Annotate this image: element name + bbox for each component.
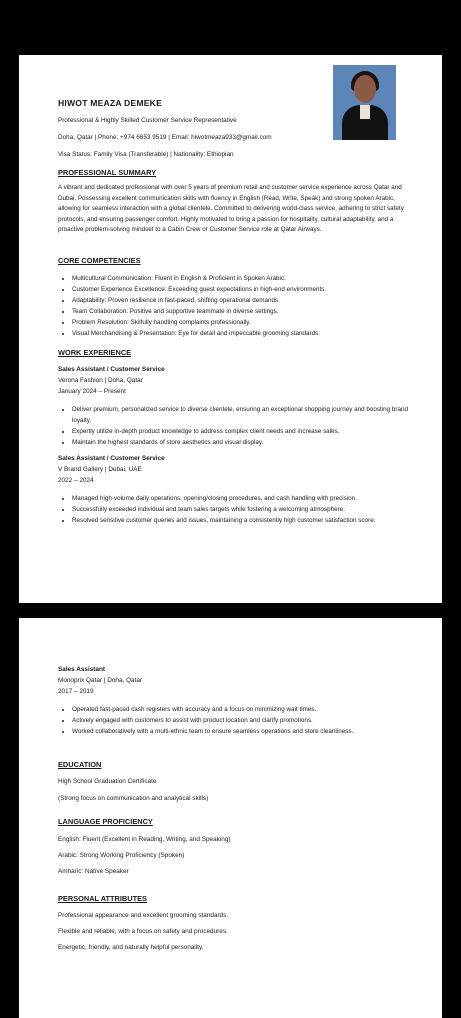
experience-heading: WORK EXPERIENCE [58, 348, 132, 357]
languages-heading: LANGUAGE PROFICIENCY [58, 817, 153, 826]
job-company: Monoprix Qatar | Doha, Qatar [58, 677, 143, 684]
education-heading: EDUCATION [58, 760, 102, 769]
list-item: • Successfully exceeded individual and team sales targets while fostering a welcoming atmosphere. [72, 505, 422, 516]
attribute-line: Flexible and reliable, with a focus on safety and procedures. [58, 928, 228, 935]
competencies-list [58, 274, 422, 339]
job-company: Verona Fashion | Doha, Qatar [58, 377, 143, 384]
list-item: • Operated fast-paced cash registers with accuracy and a focus on minimizing wait times. [72, 705, 422, 716]
list-item: • Problem Resolution: Skilfully handling complaints professionally. [72, 318, 422, 329]
list-item: • Worked collaboratively with a multi-ethnic team to ensure seamless operations and store cleanliness. [72, 727, 422, 738]
attributes-heading: PERSONAL ATTRIBUTES [58, 894, 147, 903]
job-bullets [58, 494, 422, 527]
resume-page-2 [19, 618, 442, 1018]
job-dates: 2022 – 2024 [58, 477, 94, 484]
job-dates: 2017 – 2019 [58, 688, 94, 695]
list-item: • Actively engaged with customers to assist with product location and clarify promotions. [72, 716, 422, 727]
list-item: • Resolved sensitive customer queries and issues, maintaining a consistently high customer satisfaction score. [72, 516, 422, 527]
job-dates: January 2024 – Present [58, 388, 126, 395]
job-title: Sales Assistant [58, 666, 106, 673]
education-line: High School Graduation Certificate [58, 778, 157, 785]
summary-heading: PROFESSIONAL SUMMARY [58, 168, 157, 177]
list-item: • Multicultural Communication: Fluent in English & Proficient in Spoken Arabic. [72, 274, 422, 285]
list-item: • Deliver premium, personalized service to diverse clientele, ensuring an exceptional shopping journey and boosting brand loyalty. [72, 405, 422, 427]
language-line: Amharic: Native Speaker [58, 868, 129, 875]
profile-photo [333, 65, 396, 140]
competencies-heading: CORE COMPETENCIES [58, 256, 141, 265]
contact-line: Doha, Qatar | Phone: +974 6653 9519 | Email: hiwotmeaza933@gmail.com [58, 134, 272, 141]
attribute-line: Energetic, friendly, and naturally helpful personality. [58, 944, 204, 951]
list-item: • Adaptability: Proven resilience in fast-paced, shifting operational demands. [72, 296, 422, 307]
job-title: Sales Assistant / Customer Service [58, 455, 165, 462]
list-item: • Team Collaboration: Positive and supportive teammate in diverse settings. [72, 307, 422, 318]
job-bullets [58, 705, 422, 738]
list-item: • Visual Merchandising & Presentation: Eye for detail and impeccable grooming standards. [72, 329, 422, 340]
attribute-line: Professional appearance and excellent grooming standards. [58, 912, 229, 919]
resume-page-1 [19, 55, 442, 603]
visa-line: Visa Status: Family Visa (Transferable) | Nationality: Ethiopian [58, 151, 234, 158]
summary-text: A vibrant and dedicated professional with over 5 years of premium retail and customer service experience across Qatar and Dubai. Possessing excellent communication skills with fluency in English (Read, Write, Speak) and strong spoken Arabic, allowing for seamless interaction with a global clientele. Committed to delivering world-class service, adhering to strict safety protocols, and ensuring passenger comfort. Highly motivated to bring a passion for hospitality, cultural adaptability, and a proactive problem-solving mindset to a Cabin Crew or Customer Service role at Qatar Airways. [58, 184, 404, 234]
headline: Professional & Highly Skilled Customer Service Representative [58, 117, 237, 124]
job-title: Sales Assistant / Customer Service [58, 366, 165, 373]
list-item: • Customer Experience Excellence: Exceeding guest expectations in high-end environments. [72, 285, 422, 296]
list-item: • Maintain the highest standards of store aesthetics and visual display. [72, 438, 422, 449]
candidate-name: HIWOT MEAZA DEMEKE [58, 98, 163, 108]
list-item: • Expertly utilize in-depth product knowledge to address complex client needs and increase sales. [72, 427, 422, 438]
list-item: • Managed high-volume daily operations, opening/closing procedures, and cash handling with precision. [72, 494, 422, 505]
language-line: Arabic: Strong Working Proficiency (Spoken) [58, 852, 185, 859]
job-company: V Brand Gallery | Dubai, UAE [58, 466, 142, 473]
job-bullets [58, 405, 422, 449]
education-line: (Strong focus on communication and analytical skills) [58, 795, 209, 802]
language-line: English: Fluent (Excellent in Reading, Writing, and Speaking) [58, 836, 231, 843]
